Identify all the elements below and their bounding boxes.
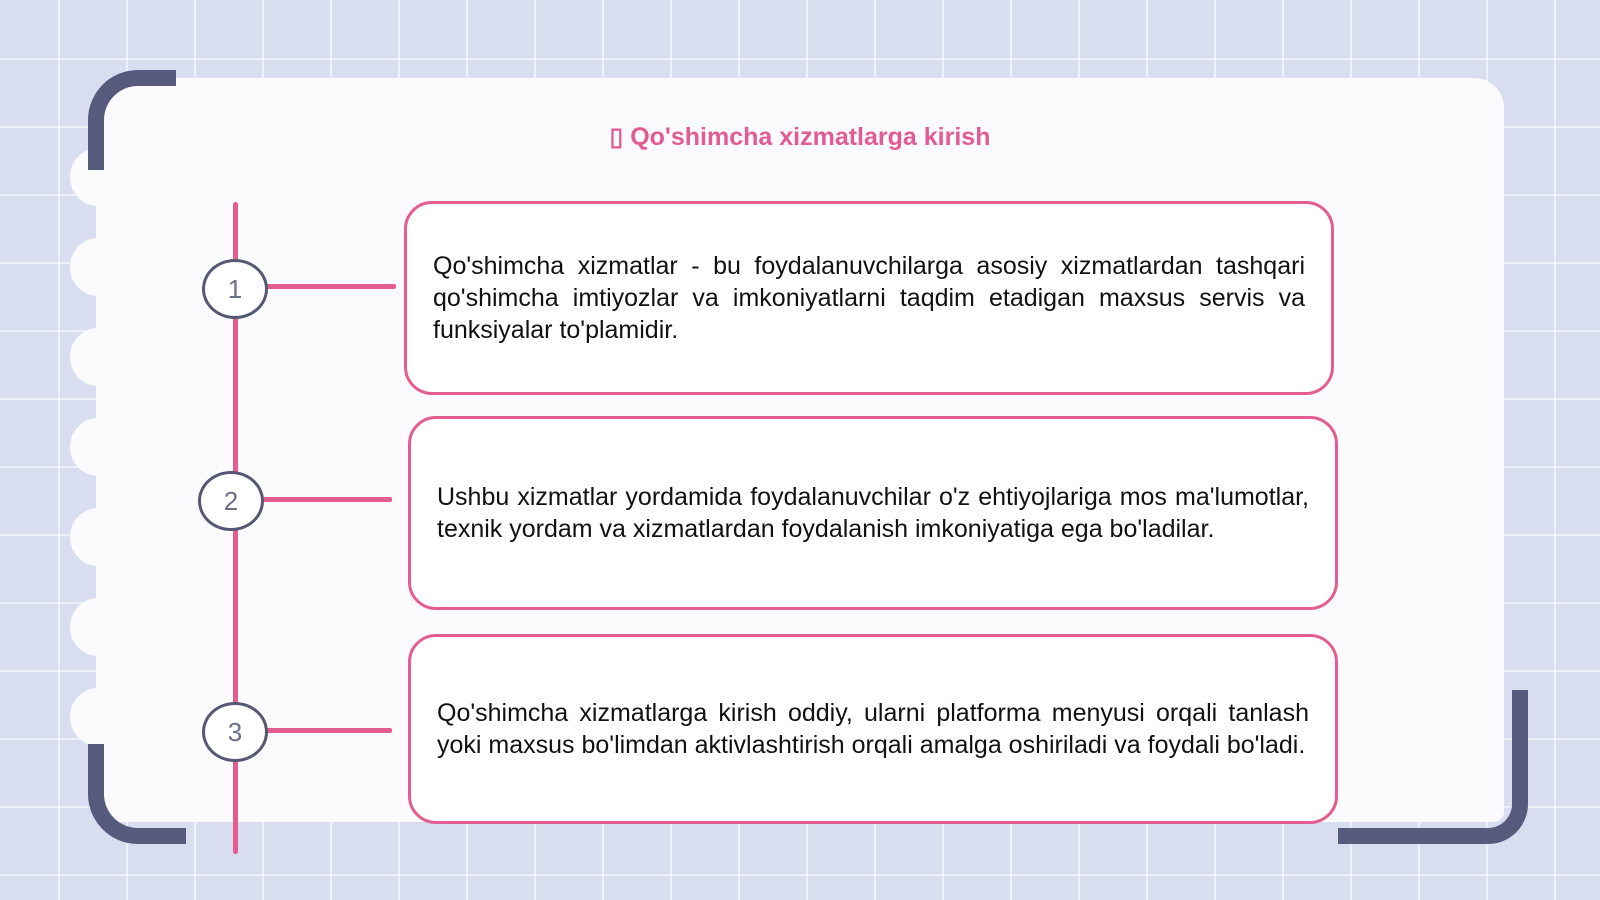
corner-bracket-top-left — [88, 70, 176, 170]
corner-bracket-bottom-right — [1338, 690, 1528, 844]
step-number-3: 3 — [202, 702, 268, 762]
step-text-1: Qo'shimcha xizmatlar - bu foydalanuvchilarga asosiy xizmatlardan tashqari qo'shimcha imtiyozlar va imkoniyatlarni taqdim etadigan maxsus servis va funksiyalar to'plamidir. — [433, 252, 1305, 344]
step-number-2: 2 — [198, 471, 264, 531]
timeline-connector — [266, 728, 392, 733]
step-text-2: Ushbu xizmatlar yordamida foydalanuvchilar o'z ehtiyojlariga mos ma'lumotlar, texnik yordam va xizmatlardan foydalanish imkoniyatiga ega bo'ladilar. — [437, 483, 1309, 543]
sheet-edge-scallop — [70, 238, 126, 296]
sheet-edge-scallop — [70, 418, 126, 476]
timeline-connector — [266, 284, 396, 289]
sheet-edge-scallop — [70, 598, 126, 656]
slide-title: ▯ Qo'shimcha xizmatlarga kirish — [609, 123, 991, 151]
step-text-3: Qo'shimcha xizmatlarga kirish oddiy, ularni platforma menyusi orqali tanlash yoki maxsus bo'limdan aktivlashtirish orqali amalga oshiriladi va foydali bo'ladi. — [437, 699, 1309, 759]
corner-bracket-bottom-left — [88, 744, 186, 844]
step-number-1: 1 — [202, 259, 268, 319]
sheet-edge-scallop — [70, 328, 126, 386]
step-card-3 — [408, 634, 1338, 824]
step-card-2 — [408, 416, 1338, 610]
step-card-1 — [404, 201, 1334, 395]
timeline-connector — [262, 497, 392, 502]
sheet-edge-scallop — [70, 688, 126, 746]
sheet-edge-scallop — [70, 508, 126, 566]
